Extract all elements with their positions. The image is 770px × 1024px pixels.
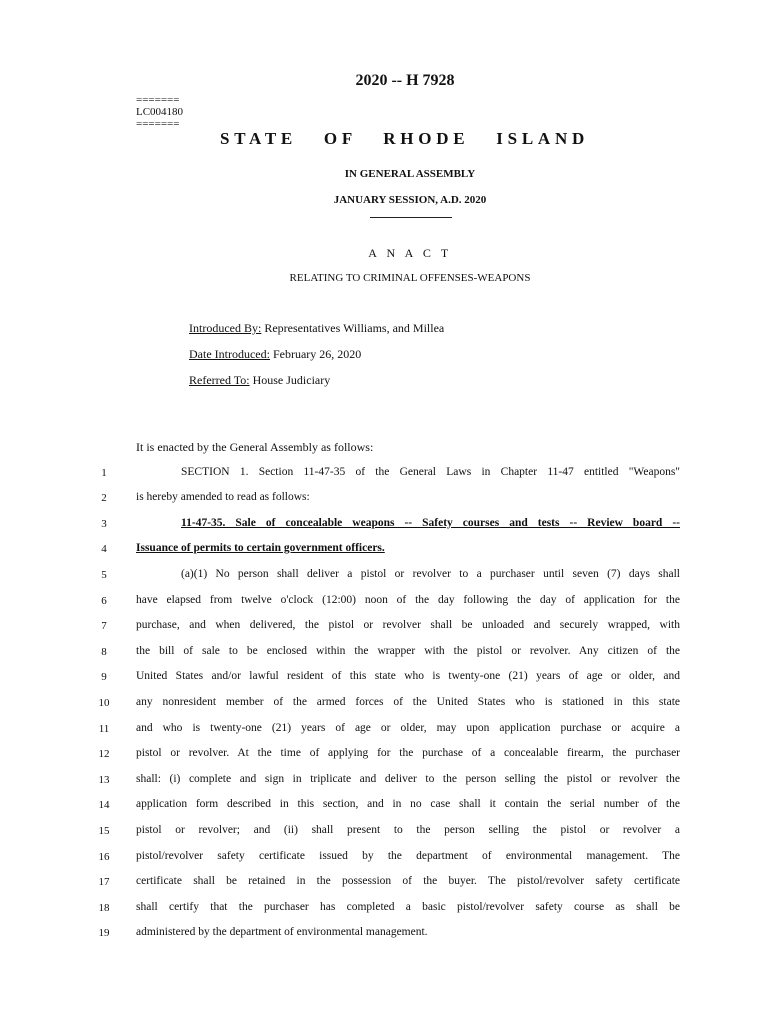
bill-number: 2020 -- H 7928 <box>355 72 455 89</box>
relating-heading: RELATING TO CRIMINAL OFFENSES-WEAPONS <box>289 272 531 284</box>
bill-line: is hereby amended to read as follows: <box>136 491 310 503</box>
bill-line: pistol or revolver; and (ii) shall present to the person selling the pistol or revolver a <box>136 824 680 836</box>
line-number: 6 <box>101 595 107 607</box>
bill-line: pistol or revolver. At the time of applying for the purchase of a concealable firearm, the purchaser <box>136 747 680 759</box>
line-number: 15 <box>98 825 110 837</box>
bill-line: the bill of sale to be enclosed within the wrapper with the pistol or revolver. Any citizen of the <box>136 645 680 657</box>
section-heading-line: 11-47-35. Sale of concealable weapons -- Safety courses and tests -- Review board -- <box>181 517 680 529</box>
line-number: 3 <box>101 518 107 530</box>
bill-line: have elapsed from twelve o'clock (12:00) noon of the day following the day of application for the <box>136 594 680 606</box>
line-number: 18 <box>98 902 110 914</box>
date-introduced-value: February 26, 2020 <box>269 347 362 361</box>
referred-to-value: House Judiciary <box>249 373 331 387</box>
bill-line: shall certify that the purchaser has completed a basic pistol/revolver safety course as shall be <box>136 901 680 913</box>
referred-to <box>189 373 330 388</box>
section-heading-line: Issuance of permits to certain government officers. <box>136 542 385 554</box>
date-introduced <box>189 347 361 362</box>
assembly-heading: IN GENERAL ASSEMBLY <box>344 168 476 180</box>
bill-line: application form described in this section, and in no case shall it contain the serial number of the <box>136 798 680 810</box>
line-number: 11 <box>98 723 110 735</box>
line-number: 7 <box>101 620 107 632</box>
lc-rule-bottom: ======= <box>136 118 180 130</box>
lc-code-block <box>136 94 183 130</box>
bill-line: (a)(1) No person shall deliver a pistol or revolver to a purchaser until seven (7) days shall <box>181 568 680 580</box>
line-number: 1 <box>101 467 107 479</box>
line-number: 13 <box>98 774 110 786</box>
lc-rule-top: ======= <box>136 94 180 106</box>
introduced-by-value: Representatives Williams, and Millea <box>261 321 445 335</box>
introduced-by <box>189 321 444 336</box>
date-introduced-label: Date Introduced: <box>189 347 270 361</box>
lc-code: LC004180 <box>136 106 184 118</box>
line-number: 2 <box>101 492 107 504</box>
introduced-by-label: Introduced By: <box>189 321 262 335</box>
bill-line: pistol/revolver safety certificate issued by the department of environmental management. The <box>136 850 680 862</box>
line-number: 16 <box>98 851 110 863</box>
line-number: 8 <box>101 646 107 658</box>
act-heading: A N A C T <box>368 246 452 260</box>
bill-line: any nonresident member of the armed forces of the United States who is stationed in this state <box>136 696 680 708</box>
enacting-clause: It is enacted by the General Assembly as follows: <box>136 440 374 454</box>
session-heading: JANUARY SESSION, A.D. 2020 <box>333 194 487 206</box>
state-title: STATE OF RHODE ISLAND <box>220 129 590 148</box>
bill-line: certificate shall be retained in the possession of the buyer. The pistol/revolver safety certificate <box>136 875 680 887</box>
bill-line: shall: (i) complete and sign in triplicate and deliver to the person selling the pistol or revolver the <box>136 773 680 785</box>
line-number: 14 <box>98 799 110 811</box>
session-divider <box>370 217 452 218</box>
bill-line: administered by the department of environmental management. <box>136 926 428 938</box>
line-number: 10 <box>98 697 110 709</box>
bill-line: SECTION 1. Section 11-47-35 of the General Laws in Chapter 11-47 entitled "Weapons" <box>181 466 680 478</box>
referred-to-label: Referred To: <box>189 373 250 387</box>
bill-line: United States and/or lawful resident of this state who is twenty-one (21) years of age or older, and <box>136 670 680 682</box>
bill-line: and who is twenty-one (21) years of age or older, may upon application purchase or acquire a <box>136 722 680 734</box>
line-number: 19 <box>98 927 110 939</box>
line-number: 4 <box>101 543 107 555</box>
line-number: 17 <box>98 876 110 888</box>
line-number: 12 <box>98 748 110 760</box>
line-number: 5 <box>101 569 107 581</box>
bill-line: purchase, and when delivered, the pistol or revolver shall be unloaded and securely wrapped, with <box>136 619 680 631</box>
line-number: 9 <box>101 671 107 683</box>
